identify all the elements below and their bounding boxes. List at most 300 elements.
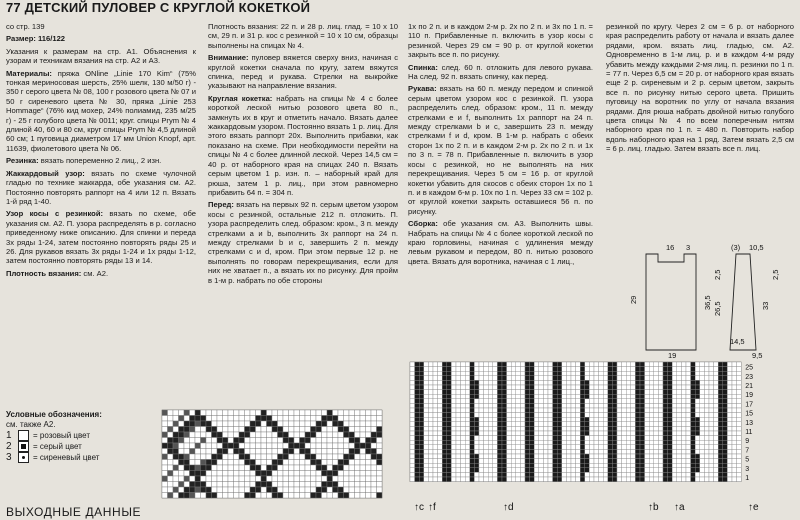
chart-cell	[585, 371, 590, 376]
chart-cell	[479, 403, 484, 408]
chart-cell	[415, 394, 420, 399]
chart-cell	[344, 427, 350, 433]
chart-cell	[700, 449, 705, 454]
paragraph-heading: Материалы:	[6, 68, 58, 78]
chart-cell	[190, 421, 196, 427]
chart-cell	[704, 371, 709, 376]
chart-cell	[686, 417, 691, 422]
chart-cell	[516, 394, 521, 399]
chart-cell	[344, 416, 350, 422]
chart-cell	[511, 477, 516, 482]
chart-cell	[640, 385, 645, 390]
chart-cell	[714, 399, 719, 404]
chart-cell	[635, 403, 640, 408]
chart-cell	[256, 421, 262, 427]
paragraph: Спинка: след. 60 п. отложить для левого рукава. На след. 92 п. вязать спинку, как перед.	[408, 62, 593, 82]
chart-cell	[442, 426, 447, 431]
chart-cell	[571, 449, 576, 454]
chart-cell	[599, 399, 604, 404]
chart-cell	[493, 362, 498, 367]
chart-cell	[355, 416, 361, 422]
chart-cell	[548, 454, 553, 459]
chart-cell	[580, 394, 585, 399]
chart-cell	[668, 413, 673, 418]
chart-cell	[223, 476, 229, 482]
chart-cell	[603, 413, 608, 418]
chart-cell	[173, 427, 179, 433]
chart-cell	[261, 482, 267, 488]
chart-cell	[511, 408, 516, 413]
chart-cell	[366, 438, 372, 444]
chart-cell	[691, 472, 696, 477]
chart-cell	[465, 449, 470, 454]
chart-cell	[723, 385, 728, 390]
chart-cell	[474, 394, 479, 399]
chart-cell	[212, 460, 218, 466]
chart-cell	[723, 390, 728, 395]
chart-cell	[447, 440, 452, 445]
chart-cell	[184, 476, 190, 482]
chart-cell	[677, 394, 682, 399]
chart-cell	[502, 399, 507, 404]
chart-cell	[594, 413, 599, 418]
chart-cell	[668, 385, 673, 390]
chart-cell	[645, 394, 650, 399]
chart-cell	[539, 477, 544, 482]
chart-cell	[640, 445, 645, 450]
chart-cell	[612, 362, 617, 367]
chart-cell	[553, 436, 558, 441]
chart-cell	[438, 468, 443, 473]
chart-cell	[525, 371, 530, 376]
chart-cell	[571, 376, 576, 381]
chart-cell	[520, 371, 525, 376]
chart-cell	[520, 403, 525, 408]
chart-cell	[239, 454, 245, 460]
chart-cell	[223, 465, 229, 471]
chart-cell	[557, 436, 562, 441]
chart-cell	[410, 413, 415, 418]
chart-cell	[234, 465, 240, 471]
chart-cell	[424, 417, 429, 422]
chart-cell	[645, 413, 650, 418]
chart-cell	[543, 472, 548, 477]
chart-cell	[723, 380, 728, 385]
chart-cell	[256, 443, 262, 449]
chart-cell	[700, 376, 705, 381]
chart-cell	[470, 371, 475, 376]
chart-cell	[626, 463, 631, 468]
chart-cell	[718, 362, 723, 367]
chart-cell	[617, 413, 622, 418]
chart-cell	[212, 476, 218, 482]
chart-cell	[322, 438, 328, 444]
chart-cell	[695, 403, 700, 408]
chart-cell	[553, 399, 558, 404]
chart-cell	[635, 436, 640, 441]
pink-symbol-icon	[18, 430, 29, 441]
chart-cell	[654, 376, 659, 381]
chart-cell	[470, 449, 475, 454]
chart-cell	[691, 362, 696, 367]
chart-cell	[511, 463, 516, 468]
chart-cell	[589, 367, 594, 372]
chart-cell	[640, 468, 645, 473]
chart-cell	[451, 390, 456, 395]
chart-cell	[239, 443, 245, 449]
chart-cell	[272, 487, 278, 493]
chart-cell	[272, 454, 278, 460]
chart-cell	[507, 399, 512, 404]
chart-cell	[344, 493, 350, 499]
chart-cell	[327, 443, 333, 449]
chart-cell	[415, 449, 420, 454]
row-number: 9	[745, 438, 750, 446]
chart-cell	[608, 449, 613, 454]
chart-cell	[415, 385, 420, 390]
chart-cell	[672, 426, 677, 431]
chart-cell	[278, 454, 284, 460]
chart-cell	[433, 463, 438, 468]
chart-cell	[511, 399, 516, 404]
chart-cell	[539, 362, 544, 367]
chart-cell	[548, 422, 553, 427]
chart-cell	[640, 440, 645, 445]
chart-cell	[543, 426, 548, 431]
chart-cell	[631, 413, 636, 418]
chart-cell	[525, 463, 530, 468]
chart-cell	[516, 422, 521, 427]
chart-cell	[681, 422, 686, 427]
chart-cell	[686, 399, 691, 404]
chart-cell	[267, 460, 273, 466]
chart-cell	[516, 426, 521, 431]
chart-cell	[442, 390, 447, 395]
chart-cell	[732, 367, 737, 372]
chart-cell	[250, 438, 256, 444]
chart-cell	[672, 385, 677, 390]
chart-cell	[278, 465, 284, 471]
chart-cell	[709, 459, 714, 464]
chart-cell	[668, 403, 673, 408]
chart-cell	[465, 472, 470, 477]
chart-cell	[695, 367, 700, 372]
paragraph-heading: Перед:	[208, 200, 237, 210]
gray-symbol-icon	[18, 441, 29, 452]
chart-cell	[727, 477, 732, 482]
chart-cell	[557, 399, 562, 404]
chart-cell	[543, 371, 548, 376]
chart-cell	[447, 394, 452, 399]
chart-cell	[433, 413, 438, 418]
chart-cell	[502, 394, 507, 399]
chart-cell	[658, 376, 663, 381]
chart-cell	[349, 460, 355, 466]
chart-cell	[543, 403, 548, 408]
chart-cell	[442, 380, 447, 385]
chart-cell	[718, 477, 723, 482]
chart-cell	[428, 436, 433, 441]
chart-cell	[278, 432, 284, 438]
chart-cell	[585, 408, 590, 413]
chart-cell	[709, 394, 714, 399]
chart-cell	[548, 463, 553, 468]
chart-cell	[516, 362, 521, 367]
chart-cell	[594, 417, 599, 422]
chart-cell	[360, 465, 366, 471]
chart-cell	[217, 449, 223, 455]
chart-cell	[672, 459, 677, 464]
chart-cell	[658, 472, 663, 477]
chart-cell	[507, 394, 512, 399]
chart-cell	[507, 380, 512, 385]
chart-cell	[631, 440, 636, 445]
chart-cell	[723, 431, 728, 436]
chart-cell	[493, 459, 498, 464]
chart-cell	[377, 449, 383, 455]
chart-cell	[681, 380, 686, 385]
chart-cell	[557, 477, 562, 482]
chart-cell	[234, 476, 240, 482]
chart-cell	[585, 362, 590, 367]
chart-cell	[603, 472, 608, 477]
chart-cell	[548, 399, 553, 404]
chart-cell	[530, 385, 535, 390]
chart-cell	[451, 431, 456, 436]
chart-cell	[668, 459, 673, 464]
chart-cell	[672, 436, 677, 441]
chart-cell	[377, 443, 383, 449]
chart-cell	[195, 454, 201, 460]
chart-cell	[695, 463, 700, 468]
chart-cell	[686, 436, 691, 441]
chart-cell	[474, 459, 479, 464]
chart-cell	[333, 432, 339, 438]
chart-cell	[516, 367, 521, 372]
chart-cell	[686, 431, 691, 436]
chart-cell	[433, 468, 438, 473]
chart-cell	[419, 436, 424, 441]
chart-cell	[539, 367, 544, 372]
chart-cell	[617, 454, 622, 459]
chart-cell	[603, 403, 608, 408]
chart-cell	[322, 449, 328, 455]
chart-cell	[727, 408, 732, 413]
chart-cell	[419, 380, 424, 385]
chart-cell	[442, 367, 447, 372]
chart-cell	[594, 371, 599, 376]
chart-cell	[456, 426, 461, 431]
chart-cell	[195, 438, 201, 444]
chart-cell	[658, 413, 663, 418]
chart-cell	[525, 376, 530, 381]
chart-cell	[212, 465, 218, 471]
chart-cell	[410, 403, 415, 408]
chart-cell	[173, 482, 179, 488]
chart-cell	[737, 477, 742, 482]
chart-cell	[256, 465, 262, 471]
chart-cell	[580, 376, 585, 381]
chart-cell	[562, 371, 567, 376]
chart-cell	[261, 487, 267, 493]
chart-cell	[338, 449, 344, 455]
chart-cell	[447, 472, 452, 477]
chart-cell	[622, 413, 627, 418]
chart-cell	[631, 362, 636, 367]
chart-cell	[617, 417, 622, 422]
chart-cell	[727, 376, 732, 381]
chart-cell	[649, 449, 654, 454]
chart-cell	[239, 487, 245, 493]
chart-cell	[681, 431, 686, 436]
chart-cell	[438, 454, 443, 459]
chart-cell	[640, 472, 645, 477]
chart-cell	[456, 394, 461, 399]
chart-cell	[658, 417, 663, 422]
chart-cell	[654, 463, 659, 468]
chart-cell	[461, 454, 466, 459]
chart-cell	[580, 459, 585, 464]
chart-cell	[507, 436, 512, 441]
chart-cell	[622, 403, 627, 408]
chart-cell	[589, 413, 594, 418]
chart-cell	[507, 413, 512, 418]
chart-cell	[732, 413, 737, 418]
chart-cell	[635, 440, 640, 445]
chart-cell	[562, 463, 567, 468]
chart-cell	[640, 459, 645, 464]
chart-cell	[654, 367, 659, 372]
chart-cell	[168, 427, 174, 433]
chart-cell	[502, 440, 507, 445]
chart-cell	[316, 471, 322, 477]
chart-cell	[201, 487, 207, 493]
chart-cell	[617, 380, 622, 385]
chart-cell	[594, 472, 599, 477]
chart-cell	[461, 440, 466, 445]
chart-cell	[465, 403, 470, 408]
chart-cell	[438, 362, 443, 367]
chart-cell	[663, 472, 668, 477]
chart-cell	[461, 445, 466, 450]
chart-cell	[461, 380, 466, 385]
chart-cell	[530, 449, 535, 454]
chart-cell	[658, 431, 663, 436]
chart-cell	[516, 472, 521, 477]
chart-cell	[631, 468, 636, 473]
chart-cell	[438, 436, 443, 441]
chart-cell	[723, 403, 728, 408]
chart-cell	[737, 449, 742, 454]
chart-cell	[377, 460, 383, 466]
chart-cell	[709, 422, 714, 427]
row-number: 17	[745, 401, 753, 409]
chart-cell	[311, 465, 317, 471]
chart-cell	[599, 367, 604, 372]
chart-cell	[603, 380, 608, 385]
chart-cell	[168, 476, 174, 482]
chart-cell	[267, 476, 273, 482]
chart-cell	[718, 376, 723, 381]
chart-cell	[250, 465, 256, 471]
chart-cell	[686, 477, 691, 482]
column-3	[408, 22, 593, 269]
chart-cell	[695, 371, 700, 376]
chart-cell	[732, 371, 737, 376]
chart-cell	[488, 394, 493, 399]
chart-cell	[571, 413, 576, 418]
chart-cell	[465, 394, 470, 399]
chart-cell	[612, 459, 617, 464]
chart-cell	[488, 431, 493, 436]
chart-cell	[612, 408, 617, 413]
chart-cell	[179, 493, 185, 499]
chart-cell	[419, 477, 424, 482]
chart-cell	[410, 422, 415, 427]
chart-cell	[415, 362, 420, 367]
chart-cell	[283, 427, 289, 433]
chart-cell	[461, 417, 466, 422]
chart-cell	[168, 482, 174, 488]
chart-cell	[470, 408, 475, 413]
chart-cell	[580, 422, 585, 427]
chart-cell	[548, 376, 553, 381]
chart-cell	[267, 454, 273, 460]
chart-cell	[272, 438, 278, 444]
chart-cell	[571, 399, 576, 404]
chart-cell	[520, 445, 525, 450]
chart-cell	[497, 403, 502, 408]
chart-cell	[663, 436, 668, 441]
chart-cell	[366, 465, 372, 471]
chart-cell	[709, 440, 714, 445]
chart-cell	[428, 477, 433, 482]
chart-cell	[278, 487, 284, 493]
chart-cell	[539, 403, 544, 408]
chart-cell	[470, 385, 475, 390]
chart-cell	[663, 449, 668, 454]
chart-cell	[419, 394, 424, 399]
chart-cell	[179, 432, 185, 438]
chart-cell	[603, 426, 608, 431]
chart-cell	[677, 436, 682, 441]
chart-cell	[366, 421, 372, 427]
chart-cell	[419, 417, 424, 422]
chart-cell	[344, 449, 350, 455]
chart-cell	[283, 432, 289, 438]
chart-cell	[727, 362, 732, 367]
chart-cell	[562, 454, 567, 459]
chart-cell	[470, 472, 475, 477]
chart-cell	[511, 417, 516, 422]
row-number: 19	[745, 392, 753, 400]
chart-cell	[415, 371, 420, 376]
chart-cell	[645, 408, 650, 413]
chart-cell	[484, 431, 489, 436]
chart-cell	[497, 445, 502, 450]
chart-cell	[305, 471, 311, 477]
chart-cell	[691, 431, 696, 436]
chart-cell	[704, 408, 709, 413]
chart-cell	[245, 416, 251, 422]
chart-cell	[562, 472, 567, 477]
chart-cell	[658, 385, 663, 390]
chart-cell	[612, 413, 617, 418]
chart-cell	[338, 487, 344, 493]
chart-cell	[714, 371, 719, 376]
chart-cell	[668, 477, 673, 482]
chart-cell	[576, 380, 581, 385]
